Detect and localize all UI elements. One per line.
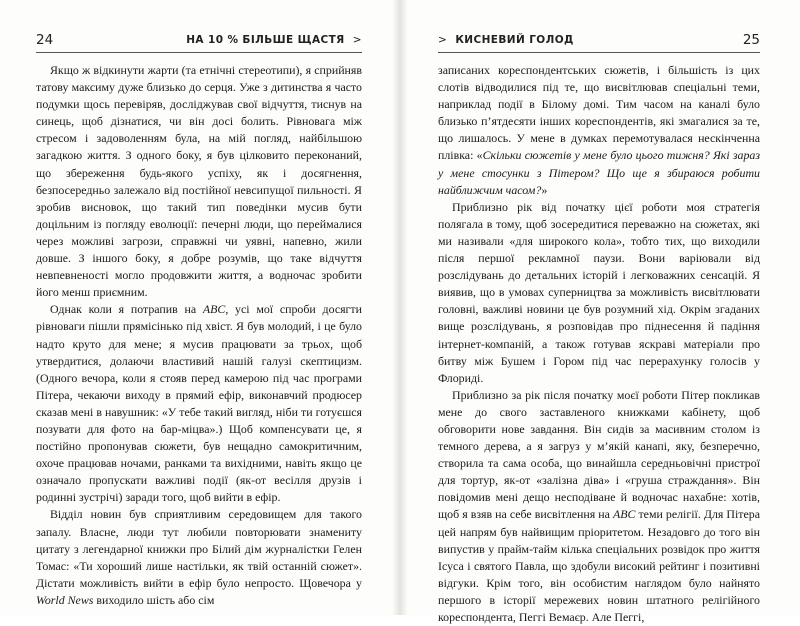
italic-text: ABC bbox=[612, 507, 636, 522]
text-run: Відділ новин був сприятливим середовищем для такого запалу. Власне, люди тут любили повторювати знамениту цитату з легендарної книжки про Білий дім журналістки Гелен Томас: «Ти хороший лише настільки, як твій останній сюжет». Дістати можливість вийти в ефір було непросто. Щовечора у bbox=[36, 507, 362, 590]
italic-text: Скільки сюжетів у мене було цього тижня? Які зараз у мене стосунки з Пітером? Що ще я збираюся робити найближчим часом? bbox=[438, 148, 760, 197]
right-page bbox=[402, 0, 800, 624]
chevron-right-icon: > bbox=[352, 34, 362, 46]
page-number-left: 24 bbox=[36, 32, 54, 48]
running-head-right-text: КИСНЕВИЙ ГОЛОД bbox=[455, 34, 574, 46]
text-run: » bbox=[541, 182, 548, 197]
text-run: Однак коли я потрапив на bbox=[50, 302, 203, 317]
left-page-body bbox=[36, 62, 362, 609]
running-head-right bbox=[438, 34, 574, 46]
paragraph bbox=[36, 301, 362, 506]
paragraph bbox=[438, 62, 760, 199]
text-run: Приблизно за рік після початку моєї роботи Пітер покликав мене до свого заставленого книжками кабінету, щоб обговорити нове завдання. Він сидів за масивним столом із темного дерева, а я загруз у м’якій канапі, яку, безперечно, створила та сама особа, що винайшла середньовічні пристрої для тортур, як-от «залізна діва» і «груша страждання». Він повідомив мені дещо несподіване й водночас нахабне: хотів, щоб я взяв на себе висвітлення на bbox=[438, 387, 760, 522]
right-page-header bbox=[438, 34, 760, 50]
text-run: , усі мої спроби досягти рівноваги пішли прямісінько під хвіст. Я був молодий, і це було надто круто для мене; я мусив працювати за трьох, щоб утвердитися, долаючи властивий нашій галузі скептицизм. (Одного вечора, коли я стояв перед камерою під час програми Пітера, чекаючи виходу в прямий ефір, виконавчий продюсер сказав мені в навушник: «У тебе такий вигляд, ніби ти готуєшся позувати для фото на бар-міцва».) Щоб компенсувати це, я постійно пропонував сюжети, був нещадно самокритичним, охоче працював ночами, ранками та вихідними, навіть якщо це означало пропускати важливі події (як-от весілля друзів і родинні зустрічі) заради того, щоб вийти в ефір. bbox=[36, 302, 362, 505]
italic-text: ABC bbox=[202, 302, 226, 317]
header-rule-left bbox=[36, 52, 362, 53]
text-run: теми релігії. Для Пітера цей напрям був найвищим пріоритетом. Незадовго до того він випустив у прайм-тайм кілька спеціальних розвідок про життя Ісуса і святого Павла, що здобули високий рейтинг і позитивні відгуки. Крім того, він особистим наглядом було найнято першого в історії мережевих новин штатного релігійного кореспондента, Пеггі Вемаєр. Але Пеггі, bbox=[438, 507, 760, 624]
right-page-body bbox=[438, 62, 760, 626]
chevron-right-icon: > bbox=[438, 34, 448, 46]
page-number-right: 25 bbox=[742, 32, 760, 48]
header-rule-right bbox=[438, 52, 760, 53]
text-run: виходило шість або сім bbox=[93, 592, 215, 607]
text-run: Приблизно рік від початку цієї роботи моя стратегія полягала в тому, щоб зосередитися переважно на сюжетах, які ми називали «для широкого кола», тобто тих, що виходили після першої рекламної паузи. Вони варіювали від розслідувань до детальних історій і легковажних сенсацій. Я виявив, що в умовах суперництва за можливість висвітлювати головні, важливі новини це був розумний хід. Окрім згаданих вище розслідувань, я розповідав про піднесення й падіння інтернет-компаній, а також готував яскраві матеріали про битву між Бушем і Гором під час перерахунку голосів у Флориді. bbox=[438, 199, 760, 385]
paragraph bbox=[438, 199, 760, 387]
italic-text: World News bbox=[36, 592, 94, 607]
left-page bbox=[0, 0, 398, 615]
paragraph bbox=[36, 506, 362, 609]
paragraph bbox=[36, 62, 362, 301]
running-head-left bbox=[186, 34, 362, 46]
running-head-left-text: НА 10 % БІЛЬШЕ ЩАСТЯ bbox=[186, 34, 345, 46]
text-run: записаних кореспондентських сюжетів, і більшість із цих слотів відводилися під те, що висвітлював спеціальні теми, наприклад події в Білому домі. Тим часом на каналі було близько п’ятдесяти інших кореспондентів, які змагалися за те, що лишалось. У мене в думках перемотувалася нескінченна плівка: « bbox=[438, 63, 760, 163]
left-page-header bbox=[36, 34, 362, 50]
paragraph bbox=[438, 387, 760, 626]
text-run: Якщо ж відкинути жарти (та етнічні стереотипи), я сприйняв татову максиму дуже близько до серця. Уже з дитинства я часто подумки щось перевіряв, досліджував свої відчуття, тиснув на синець, щоб дізнатися, чи він досі болить. Рівновага між стресом і задоволенням була, на мій погляд, найбільшою загадкою життя. З одного боку, я був цілковито переконаний, що збереження будь-якого успіху, як і досягнення, безпосередньо залежало від постійної невсипущої пильності. Я зробив висновок, що такий тип поведінки мусив бути доцільним із погляду еволюції: печерні люди, що переймалися через можливі загрози, справжні чи уявні, напевно, жили довше. З іншого боку, я добре розумів, що таке відчуття невпевненості могло продовжити життя, а водночас зробити його менш приємним. bbox=[36, 63, 362, 300]
